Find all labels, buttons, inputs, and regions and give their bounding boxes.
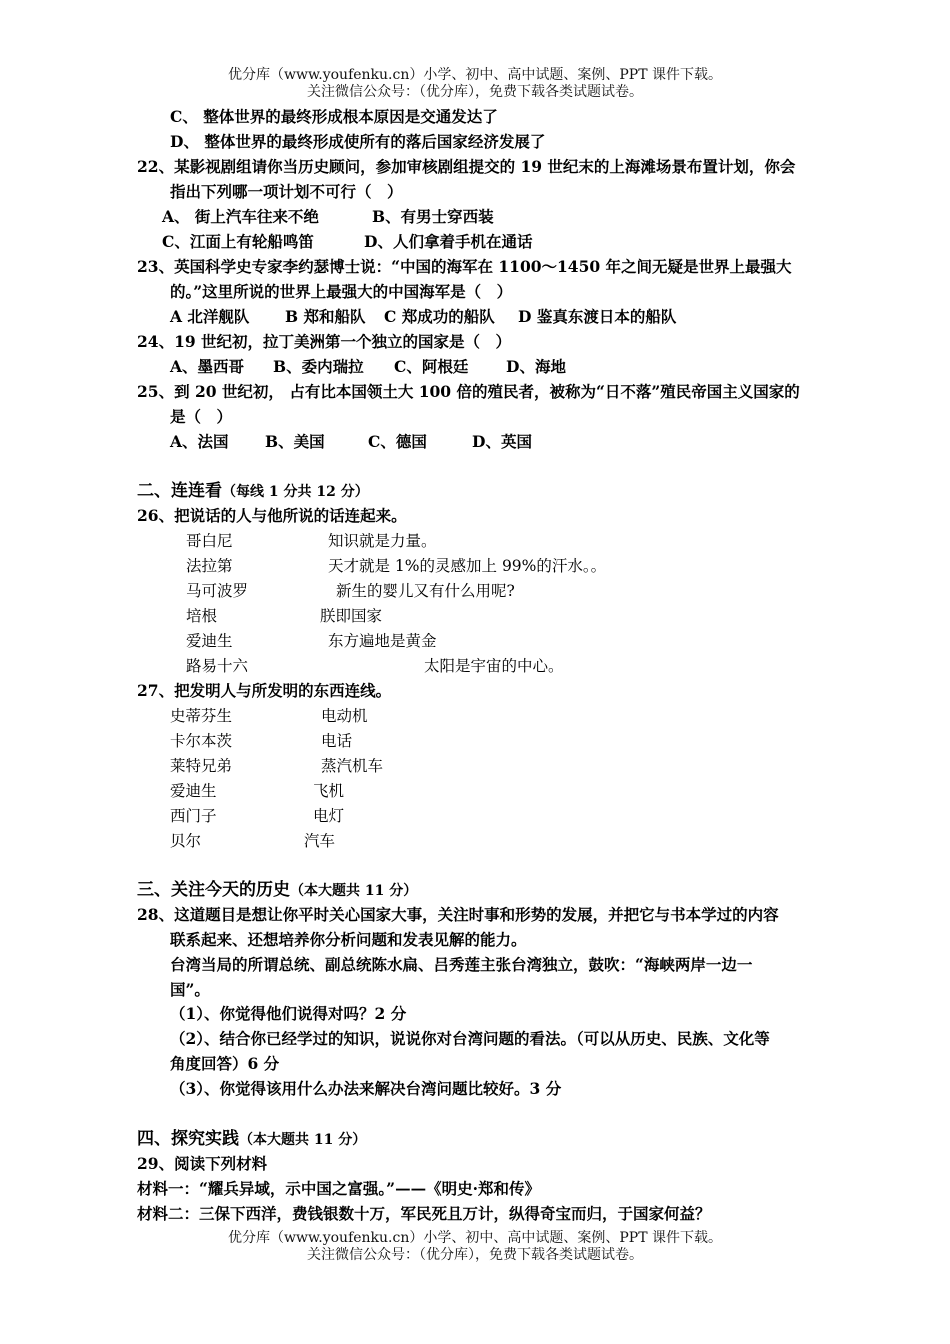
header-line-2: 关注微信公众号：（优分库），免费下载各类试题试卷。 — [307, 84, 643, 100]
q27-invention: 电灯 — [313, 807, 345, 825]
q27-invention: 电话 — [321, 732, 353, 750]
q28-stem-cont: 联系起来、还想培养你分析问题和发表见解的能力。 — [170, 930, 527, 949]
section-4-title: 四、探究实践 — [137, 1129, 239, 1149]
q25-stem-cont: 是（ ） — [170, 407, 233, 426]
q25-option-b: B、美国 — [265, 432, 325, 451]
q27-invention: 蒸汽机车 — [321, 757, 384, 775]
q24-stem: 24、19 世纪初，拉丁美洲第一个独立的国家是（ ） — [137, 332, 512, 351]
section-2-title: 二、连连看 — [137, 481, 222, 501]
q26-stem: 26、把说话的人与他所说的话连起来。 — [137, 506, 407, 525]
q22-option-a: A、 街上汽车往来不绝 — [162, 207, 319, 226]
q27-invention: 汽车 — [304, 832, 336, 850]
q26-quote: 东方遍地是黄金 — [328, 632, 437, 650]
q23-option-d: D 鉴真东渡日本的船队 — [518, 307, 677, 326]
q26-quote: 新生的婴儿又有什么用呢? — [336, 582, 515, 600]
q26-name: 马可波罗 — [186, 582, 249, 600]
q29-stem: 29、阅读下列材料 — [137, 1154, 268, 1173]
q26-name: 路易十六 — [186, 657, 249, 675]
q29-material-2: 材料二：三保下西洋，费钱银数十万，军民死且万计，纵得奇宝而归，于国家何益？ — [137, 1204, 711, 1223]
q27-inventor: 史蒂芬生 — [170, 707, 233, 725]
footer-line-2: 关注微信公众号：（优分库），免费下载各类试题试卷。 — [307, 1247, 643, 1263]
q24-option-a: A、墨西哥 — [170, 357, 245, 376]
q27-stem: 27、把发明人与所发明的东西连线。 — [137, 681, 392, 700]
q28-material-cont: 国”。 — [170, 980, 210, 999]
q28-sub-2-cont: 角度回答）6 分 — [170, 1054, 280, 1073]
q25-option-c: C、德国 — [368, 432, 427, 451]
section-2-heading — [137, 481, 369, 502]
q26-name: 哥白尼 — [186, 532, 233, 550]
q23-option-c: C 郑成功的船队 — [384, 307, 495, 326]
q25-option-a: A、法国 — [170, 432, 229, 451]
q28-sub-3: （3）、你觉得该用什么办法来解决台湾问题比较好。3 分 — [170, 1079, 562, 1098]
q22-option-d: D、人们拿着手机在通话 — [364, 232, 533, 251]
q27-inventor: 爱迪生 — [170, 782, 217, 800]
q27-inventor: 莱特兄弟 — [170, 757, 233, 775]
header-line-1: 优分库（www.youfenku.cn）小学、初中、高中试题、案例、PPT 课件下载。 — [227, 67, 722, 83]
page-footer — [0, 1230, 950, 1264]
q28-material: 台湾当局的所谓总统、副总统陈水扁、吕秀莲主张台湾独立，鼓吹：“海峡两岸一边一 — [170, 955, 753, 974]
q23-option-b: B 郑和船队 — [285, 307, 366, 326]
q24-option-b: B、委内瑞拉 — [273, 357, 364, 376]
section-2-note: （每线 1 分共 12 分） — [222, 484, 369, 500]
q26-name: 法拉第 — [186, 557, 233, 575]
q24-option-d: D、海地 — [506, 357, 566, 376]
q22-stem: 22、某影视剧组请你当历史顾问，参加审核剧组提交的 19 世纪末的上海滩场景布置计划，你会 — [137, 157, 796, 176]
q26-quote: 知识就是力量。 — [328, 532, 437, 550]
section-4-note: （本大题共 11 分） — [239, 1132, 367, 1148]
q23-option-a: A 北洋舰队 — [170, 307, 250, 326]
q22-option-c: C、江面上有轮船鸣笛 — [162, 232, 314, 251]
q27-inventor: 卡尔本茨 — [170, 732, 233, 750]
q26-quote: 太阳是宇宙的中心。 — [424, 657, 564, 675]
q21-option-d: D、 整体世界的最终形成使所有的落后国家经济发展了 — [170, 132, 546, 151]
q27-invention: 电动机 — [321, 707, 368, 725]
q23-stem-cont: 的。”这里所说的世界上最强大的中国海军是（ ） — [170, 282, 513, 301]
q29-material-1: 材料一：“耀兵异域，示中国之富强。”——《明史·郑和传》 — [137, 1179, 540, 1198]
page-header — [0, 67, 950, 101]
q25-option-d: D、英国 — [472, 432, 532, 451]
q27-inventor: 贝尔 — [170, 832, 202, 850]
q25-stem: 25、到 20 世纪初， 占有比本国领土大 100 倍的殖民者，被称为“日不落”殖民帝国主义国家的 — [137, 382, 800, 401]
q24-option-c: C、阿根廷 — [394, 357, 469, 376]
section-3-note: （本大题共 11 分） — [290, 883, 418, 899]
q23-stem: 23、英国科学史专家李约瑟博士说：“中国的海军在 1100～1450 年之间无疑是世界上最强大 — [137, 257, 792, 276]
q28-sub-1: （1）、你觉得他们说得对吗？2 分 — [170, 1004, 407, 1023]
q21-option-c: C、 整体世界的最终形成根本原因是交通发达了 — [170, 107, 498, 126]
q26-quote: 朕即国家 — [320, 607, 383, 625]
section-4-heading — [137, 1129, 366, 1150]
q26-name: 爱迪生 — [186, 632, 233, 650]
section-3-heading — [137, 880, 417, 901]
section-3-title: 三、关注今天的历史 — [137, 880, 290, 900]
q27-invention: 飞机 — [313, 782, 345, 800]
q22-stem-cont: 指出下列哪一项计划不可行（ ） — [170, 182, 403, 201]
q26-quote: 天才就是 1%的灵感加上 99%的汗水。。 — [328, 557, 607, 575]
q27-inventor: 西门子 — [170, 807, 217, 825]
footer-line-1: 优分库（www.youfenku.cn）小学、初中、高中试题、案例、PPT 课件下载。 — [227, 1230, 722, 1246]
q28-stem: 28、这道题目是想让你平时关心国家大事，关注时事和形势的发展，并把它与书本学过的内容 — [137, 905, 779, 924]
q22-option-b: B、有男士穿西装 — [372, 207, 494, 226]
q28-sub-2: （2）、结合你已经学过的知识，说说你对台湾问题的看法。（可以从历史、民族、文化等 — [170, 1029, 770, 1048]
q26-name: 培根 — [186, 607, 218, 625]
